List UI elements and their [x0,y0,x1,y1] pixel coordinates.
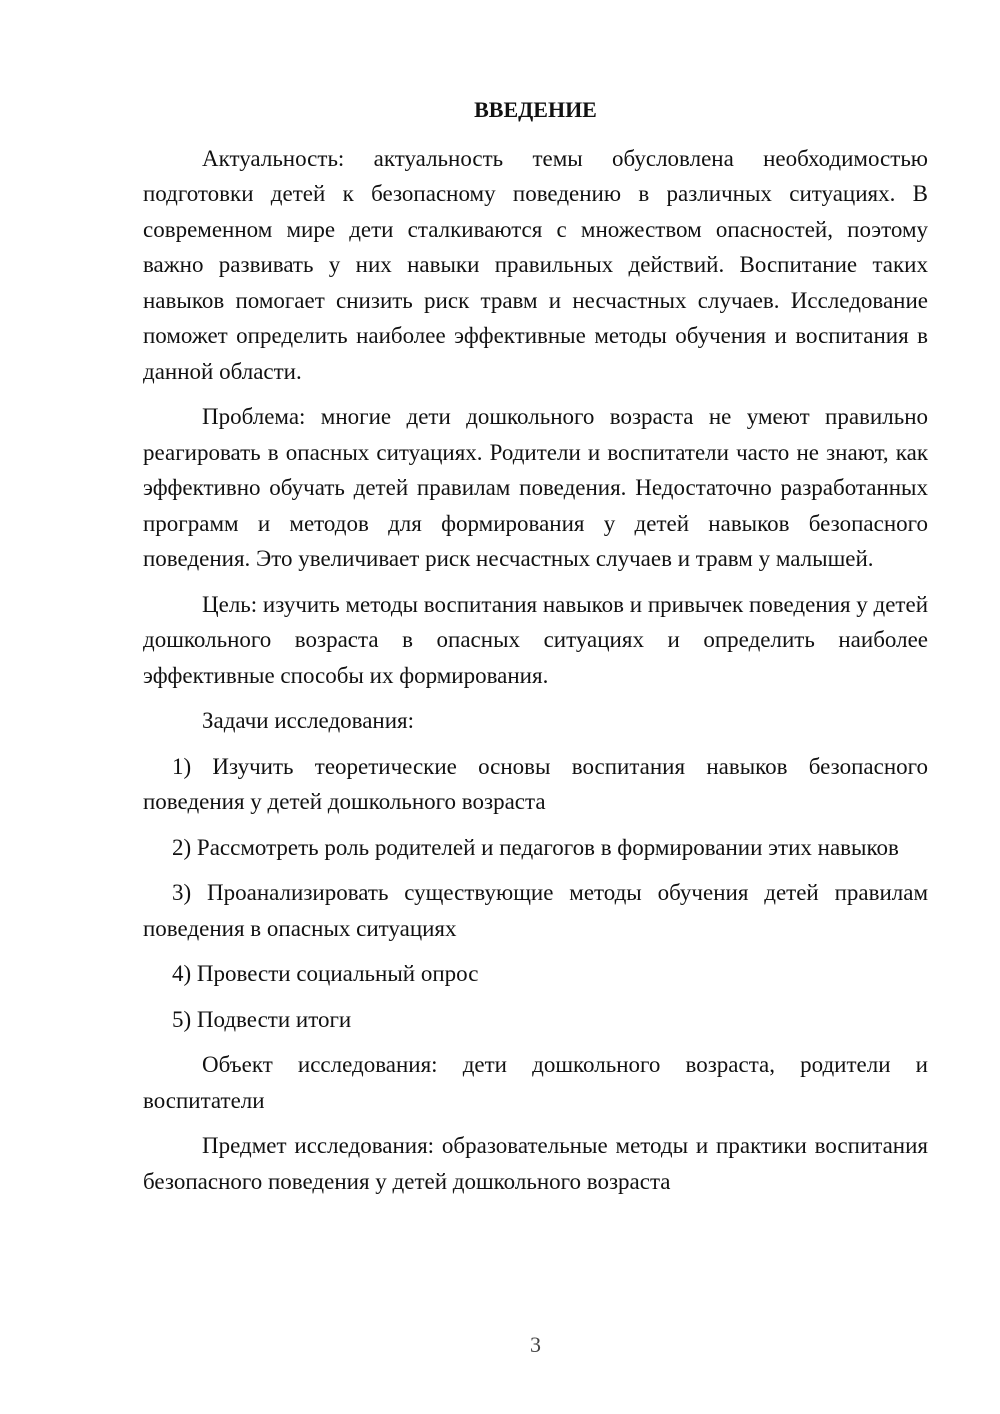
task-item: 5) Подвести итоги [172,1006,352,1032]
tasks-heading: Задачи исследования: [202,708,415,733]
paragraph-subject: Предмет исследования: образовательные методы и практики воспитания безопасного поведения у детей дошкольного возраста [143,1133,928,1194]
task-item: 3) Проанализировать существующие методы обучения детей правилам поведения в опасных ситуациях [143,880,928,941]
task-item: 1) Изучить теоретические основы воспитания навыков безопасного поведения у детей дошкольного возраста [143,753,928,814]
paragraph-goal: Цель: изучить методы воспитания навыков и привычек поведения у детей дошкольного возраста в опасных ситуациях и определить наиболее эффективные способы их формирования. [143,591,929,688]
task-item: 4) Провести социальный опрос [172,961,479,986]
document-page [143,92,928,1209]
task-item: 2) Рассмотреть роль родителей и педагогов в формировании этих навыков [172,834,899,860]
paragraph-problem: Проблема: многие дети дошкольного возраста не умеют правильно реагировать в опасных ситуациях. Родители и воспитатели часто не знают, как эффективно обучать детей правилам поведения. Недостаточно разработанных программ и методов для формирования у детей навыков безопасного поведения. Это увеличивает риск несчастных случаев и травм у малышей. [143,404,928,571]
paragraph-relevance: Актуальность: актуальность темы обусловлена необходимостью подготовки детей к безопасному поведению в различных ситуациях. В современном мире дети сталкиваются с множеством опасностей, поэтому важно развивать у них навыки правильных действий. Воспитание таких навыков помогает снизить риск травм и несчастных случаев. Исследование поможет определить наиболее эффективные методы обучения и воспитания в данной области. [143,145,928,384]
document-title: ВВЕДЕНИЕ [474,97,597,122]
page-number: 3 [530,1332,541,1357]
paragraph-object: Объект исследования: дети дошкольного возраста, родители и воспитатели [143,1052,928,1113]
